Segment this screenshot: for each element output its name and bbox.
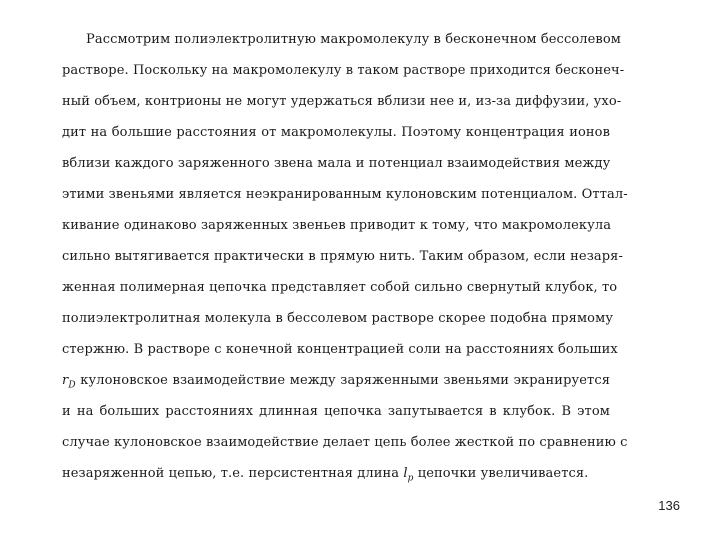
paragraph-line: Рассмотрим полиэлектролитную макромолекулу в бесконечном бессолевом — [86, 32, 621, 47]
paragraph-line: и на больших расстояниях длинная цепочка запутывается в клубок. В этом — [62, 404, 610, 419]
page-number: 136 — [658, 498, 680, 513]
math-symbol-lp: $l_p$ — [403, 466, 414, 484]
paragraph-line: растворе. Поскольку на макромолекулу в таком растворе приходится бесконеч- — [62, 63, 625, 78]
math-symbol-rd: $r_D$ — [62, 373, 76, 391]
paragraph-line: ный объем, контрионы не могут удержаться вблизи нее и, из-за диффузии, ухо- — [62, 94, 622, 109]
paragraph-line: женная полимерная цепочка представляет собой сильно свернутый клубок, то — [62, 280, 618, 295]
paragraph-line-text: кулоновское взаимодействие между заряженными звеньями экранируется — [80, 373, 611, 388]
paragraph-line — [62, 464, 610, 484]
paragraph-line-text: цепочки увеличивается. — [417, 466, 589, 481]
paragraph-line-text: незаряженной цепью, т.е. персистентная длина — [62, 466, 400, 481]
paragraph-line: полиэлектролитная молекула в бессолевом растворе скорее подобна прямому — [62, 311, 614, 326]
paragraph-line: вблизи каждого заряженного звена мала и потенциал взаимодействия между — [62, 156, 611, 171]
paragraph-line: этими звеньями является неэкранированным кулоновским потенциалом. Оттал- — [62, 187, 628, 202]
paragraph-line: дит на большие расстояния от макромолекулы. Поэтому концентрация ионов — [62, 125, 610, 140]
paragraph-line: кивание одинаково заряженных звеньев приводит к тому, что макромолекула — [62, 218, 612, 233]
paragraph-line: случае кулоновское взаимодействие делает цепь более жесткой по сравнению с — [62, 435, 628, 450]
paragraph-line: стержню. В растворе с конечной концентрацией соли на расстояниях больших — [62, 342, 618, 357]
paragraph-line — [62, 371, 610, 391]
paragraph-line: сильно вытягивается практически в прямую нить. Таким образом, если незаря- — [62, 249, 623, 264]
